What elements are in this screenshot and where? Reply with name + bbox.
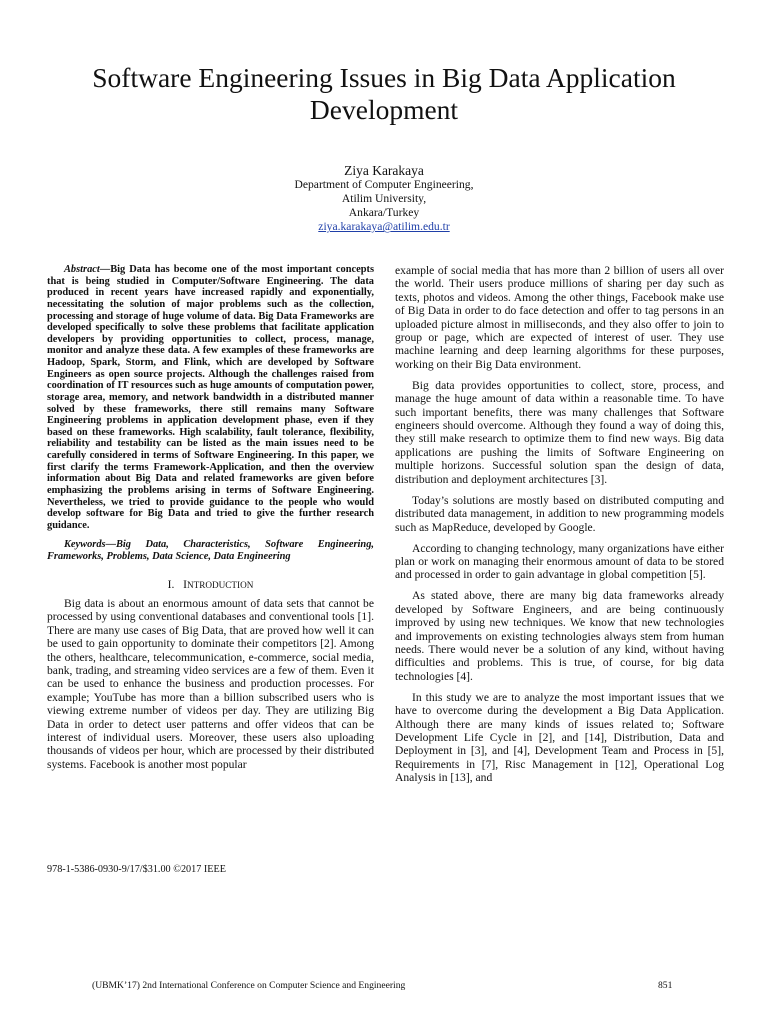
body-paragraph: Big data provides opportunities to collect, store, process, and manage the huge amount of data within a reasonable time. To have such important benefits, there was many challenges that Software engineers should overcome. Although they found a way of doing this, they still make research to optimize them to find new ways. Big data applications are pushing the limits of Software Engineering on multiple horizons. Successful solution span the design of data, distribution and deployment architectures [3]. [395, 378, 724, 486]
body-paragraph: Big data is about an enormous amount of data sets that cannot be processed by using conventional databases and conventional tools [1]. There are many use cases of Big Data, that are proved how well it can be used to gain opportunity to dominate their competitors [2]. Among the others, healthcare, telecommunication, e-commerce, social media, bank, trading, and streaming video services are a few of them. Even it can be used to enhance the business and production processes. For example; YouTube has more than a billion subscribed users who is viewing extreme number of videos per day. They are utilizing Big Data in order to detect user patterns and offer videos that can be interest of individual users. Moreover, these users also uploading thousands of videos per hour, which are processed by their distributed systems. Facebook is another most popular [47, 596, 374, 771]
right-column [395, 264, 724, 792]
body-paragraph: According to changing technology, many organizations have either plan or work on managing their enormous amount of data to be stored and processed in order to gain advantage in global competition [5]. [395, 541, 724, 582]
author-affiliation [0, 178, 768, 234]
author-name: Ziya Karakaya [344, 163, 424, 178]
body-paragraph: example of social media that has more than 2 billion of users all over the world. Their users produce millions of sharing per day such as texts, photos and videos. Among the other things, Facebook make use of Big Data in order to do face detection and offer to tag persons in an uploaded picture almost in milliseconds, and they also offer to join to group or page, which are expected of interest of user. They use machine learning and deep learning algorithms for these purposes, working on their Big Data environment. [395, 264, 724, 371]
abstract [47, 264, 374, 531]
body-paragraph: In this study we are to analyze the most important issues that we have to overcome during the development a Big Data Application. Although there are many kinds of issues related to; Software Development Life Cycle in [2], and [14], Distribution, Data and Deployment in [3], and [4], Development Team and Process in [5], Requirements in [7], Risc Management in [12], Operational Log Analysis in [13], and [395, 690, 724, 785]
page-number: 851 [658, 980, 673, 991]
abstract-lead: Abstract [64, 264, 100, 275]
affiliation-university: Atilim University, [341, 192, 427, 206]
abstract-text: Big Data has become one of the most important concepts that is being studied in Computer/Software Engineering. The data produced in recent years have increased rapidly and exponentially, necessitating the solution of major problems such as the collection, processing and storage of huge volume of data. Big Data Frameworks are developed specifically to solve these problems that facilitate application developers by providing opportunities to collect, process, manage, monitor and analyze these data. A few examples of these frameworks are Hadoop, Spark, Storm, and Flink, which are developed by Software Engineers as open source projects. Although the challenges raised from coordination of IT resources such as huge amounts of computation power, storage area, memory, and network bandwidth in a distributed manner solved by these frameworks, there still remains many Software Engineering problems in application development phase, even if they based on these frameworks. High scalability, fault tolerance, flexibility, reliability and testability can be listed as the main issues need to be carefully considered in terms of Software Engineering. In this paper, we first clarify the terms Framework-Application, and then the overview information about Big Data and related frameworks are given before emphasizing the problems arising in terms of Software Engineering. Nevertheless, we tried to provide guidance to the people who would develop software for Big Data and tried to give the further research guidance. [47, 264, 374, 531]
conference-footer: (UBMK’17) 2nd International Conference on Computer Science and Engineering [92, 980, 406, 991]
keywords: Keywords—Big Data, Characteristics, Software Engineering, Frameworks, Problems, Data Science, Data Engineering [47, 539, 374, 562]
section-heading-introduction [47, 578, 374, 592]
section-number: I. [167, 577, 175, 591]
body-paragraph: As stated above, there are many big data frameworks already developed by Software Engineers, and are being continuously improved by using new techniques. We know that new technologies and improvements on existing technologies always stem from human needs. There would never be a solution of any kind, without having difficulties and problems. This is true, of course, for big data technologies [4]. [395, 589, 724, 683]
abstract-dash: — [99, 264, 111, 275]
left-column [47, 264, 374, 771]
author-email-link[interactable]: ziya.karakaya@atilim.edu.tr [318, 220, 450, 234]
body-paragraph: Today’s solutions are mostly based on distributed computing and distributed data management, in addition to new programming models such as MapReduce, developed by Google. [395, 493, 724, 534]
paper-title: Software Engineering Issues in Big Data Application Development [92, 62, 676, 125]
section-title-first-letter: I [183, 577, 187, 591]
copyright-notice: 978-1-5386-0930-9/17/$31.00 ©2017 IEEE [47, 864, 226, 875]
affiliation-location: Ankara/Turkey [348, 206, 420, 220]
section-title-rest: NTRODUCTION [186, 579, 254, 590]
affiliation-department: Department of Computer Engineering, [294, 178, 474, 191]
